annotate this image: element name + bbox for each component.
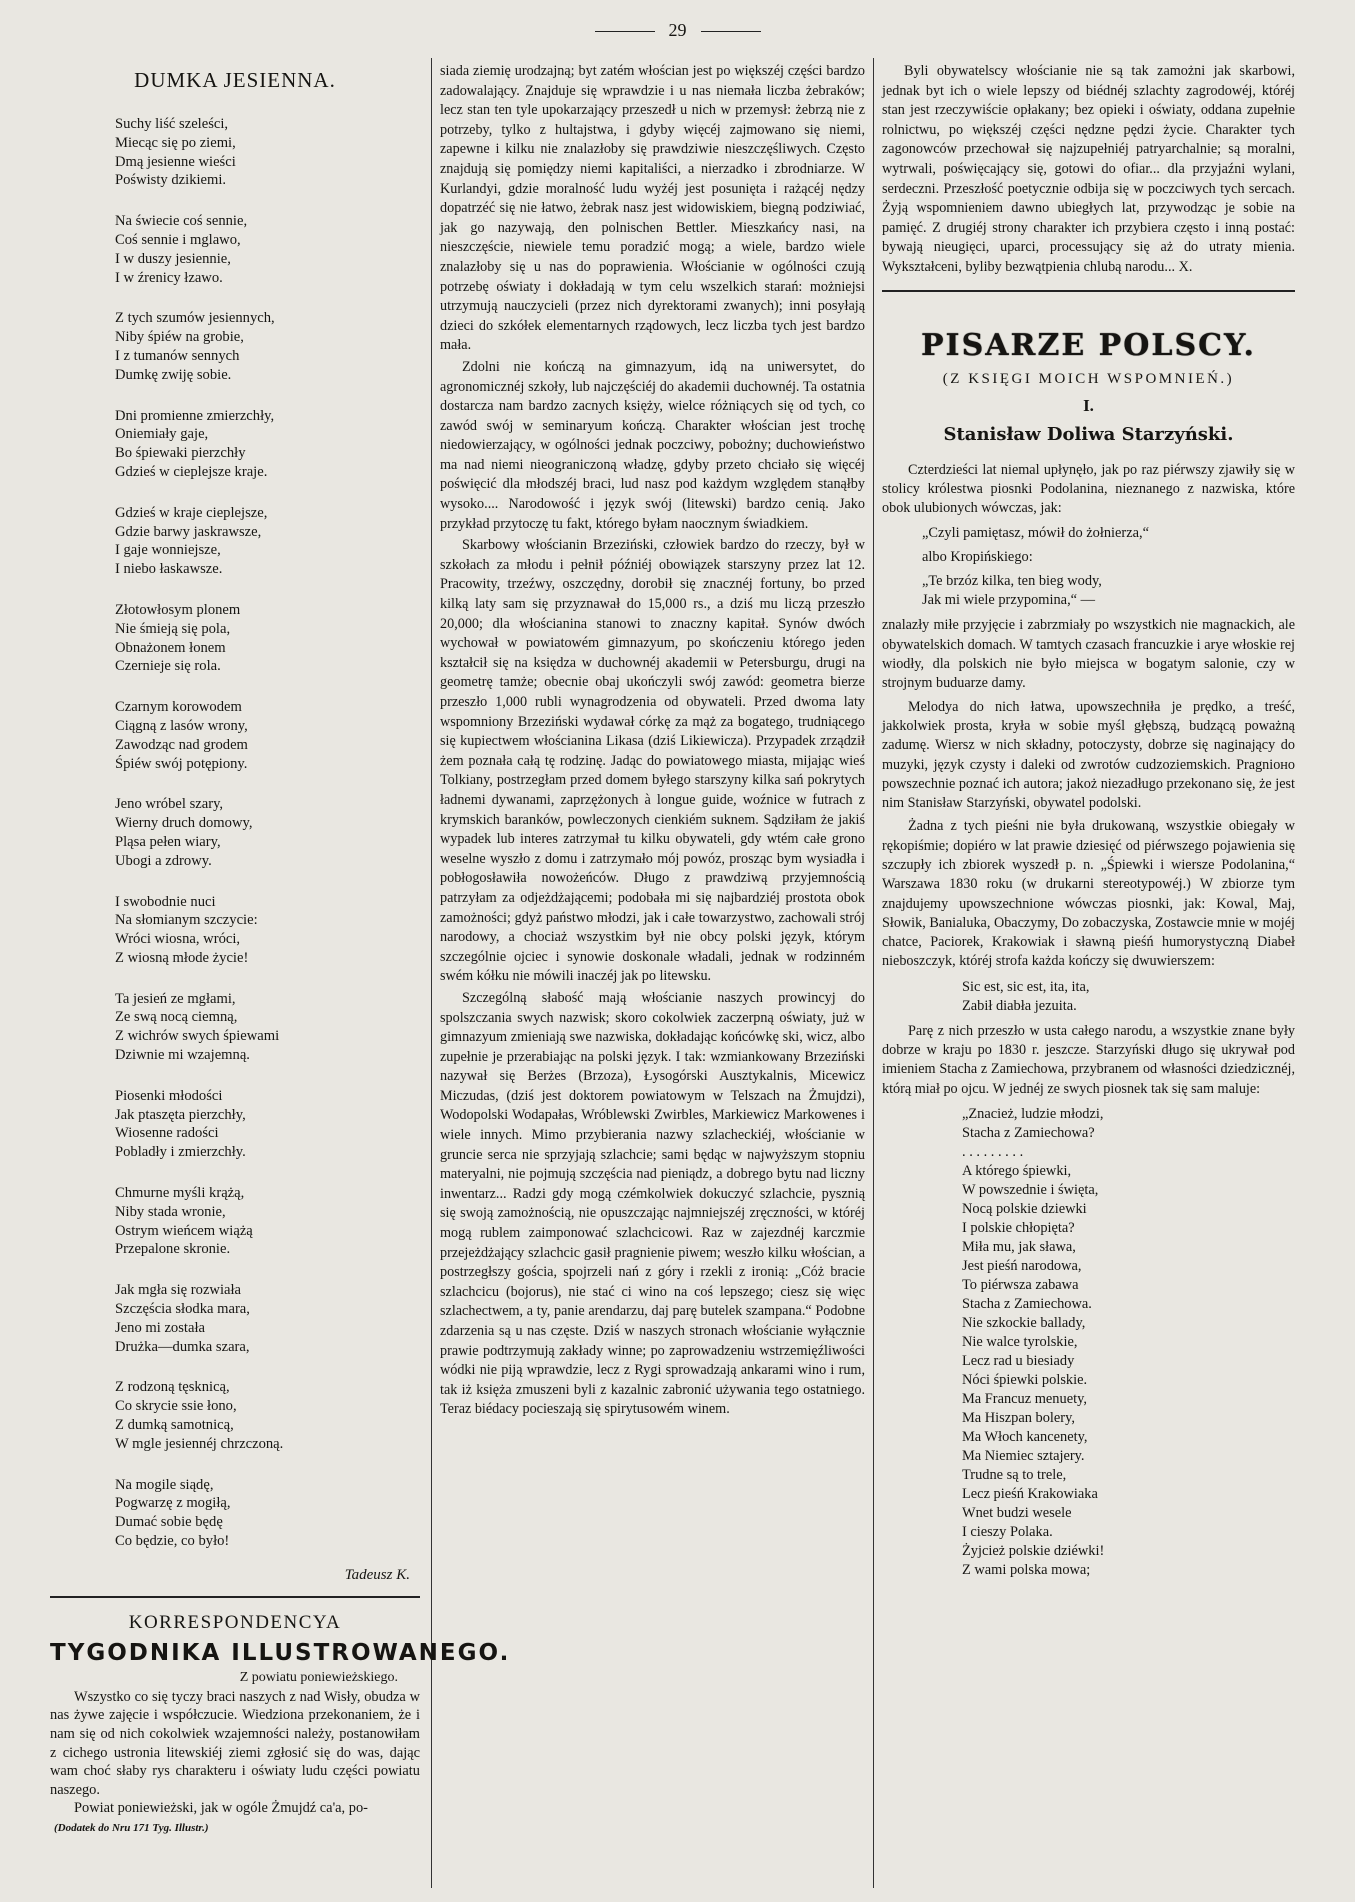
section-numeral: I. xyxy=(1083,395,1094,415)
feature-title: PISARZE POLSCY. xyxy=(921,327,1256,363)
poem-line: Gdzie barwy jaskrawsze, xyxy=(115,523,262,540)
dateline: Z powiatu poniewieżskiego. xyxy=(239,1669,398,1685)
song-line: Jest pieśń narodowa, xyxy=(962,1257,1082,1274)
quotation-label: albo Kropińskiego: xyxy=(922,549,1033,566)
column-2 xyxy=(440,62,865,1422)
song-line: Ma Francuz menuety, xyxy=(962,1390,1087,1407)
poem-stanza xyxy=(115,698,420,773)
poem-line: Z wiosną młode życie! xyxy=(115,949,249,966)
song-line: Ma Hiszpan bolery, xyxy=(962,1409,1075,1426)
poem-line: Jak mgła się rozwiała xyxy=(115,1282,242,1299)
song-line: Z wami polska mowa; xyxy=(962,1561,1091,1578)
poem-stanza xyxy=(115,601,420,676)
poem-line: Wierny druch domowy, xyxy=(115,815,253,832)
article-paragraph: Czterdzieści lat niemal upłynęło, jak po raz piérwszy zjawiły się w stolicy królestwa piosnki Podolanina, nieznanego z nazwiska, które obok ulubionych wówczas, jak: xyxy=(882,461,1295,517)
poem-line: Z rodzoną tęsknicą, xyxy=(115,1379,230,1396)
song-line: A którego śpiewki, xyxy=(962,1162,1072,1179)
poem-line: Z dumką samotnicą, xyxy=(115,1417,234,1434)
song-line: I polskie chłopięta? xyxy=(962,1219,1075,1236)
poem-signature: Tadeusz K. xyxy=(344,1566,410,1583)
song-line: Wnet budzi wesele xyxy=(962,1504,1072,1521)
song-line: Ma Niemiec sztajery. xyxy=(962,1447,1085,1464)
poem-line: Nie śmieją się pola, xyxy=(115,620,231,637)
poem-line: Bo śpiewaki pierzchły xyxy=(115,445,246,462)
song-line: Lecz pieśń Krakowiaka xyxy=(962,1485,1098,1502)
poem-stanza xyxy=(115,407,420,482)
poem-line: Poświsty dzikiemi. xyxy=(115,172,227,189)
poem-stanzas xyxy=(50,115,420,1551)
poem-line: Na mogile siądę, xyxy=(115,1476,214,1493)
poem-line: Piosenki młodości xyxy=(115,1087,223,1104)
poem-line: Drużka—dumka szara, xyxy=(115,1338,250,1355)
correspondence-paragraph: Powiat poniewieżski, jak w ogóle Żmujdź ca'a, po- xyxy=(74,1800,368,1817)
poem-stanza xyxy=(115,795,420,870)
poem-line: Obnażonem łonem xyxy=(115,639,226,656)
supplement-footnote: (Dodatek do Nru 171 Tyg. Illustr.) xyxy=(54,1821,209,1834)
poem-line: Ostrym wieńcem wiążą xyxy=(115,1222,253,1239)
poem-stanza xyxy=(115,1087,420,1162)
poem-line: Złotowłosym plonem xyxy=(115,601,241,618)
poem-line: Coś sennie i mglawo, xyxy=(115,231,241,248)
poem-line: Miecąc się po ziemi, xyxy=(115,134,236,151)
poem-line: Jeno wróbel szary, xyxy=(115,796,224,813)
column-divider-2 xyxy=(873,58,874,1888)
song-line: Nocą polskie dziewki xyxy=(962,1200,1087,1217)
section-title: KORRESPONDENCYA xyxy=(128,1611,342,1633)
quotation-line: „Te brzóz kilka, ten bieg wody, xyxy=(922,573,1102,590)
poem-line: Ciągną z lasów wrony, xyxy=(115,717,248,734)
page-number: 29 xyxy=(0,20,1355,41)
poem-line: Dumkę zwiję sobie. xyxy=(115,366,232,383)
author-name: Stanisław Doliwa Starzyński. xyxy=(943,423,1234,445)
poem-line: W mgle jesiennéj chrzczoną. xyxy=(115,1435,284,1452)
poem-line: Pląsa pełen wiary, xyxy=(115,833,221,850)
song-verse xyxy=(962,1105,1295,1580)
article-paragraph: znalazły miłe przyjęcie i zabrzmiały po wszystkich nie magnackich, ale obywatelskich domach. W tamtych czasach francuzkie i arye włoskie rej wiodły, dla polskich nie było miejsca w bogatym salonie, czy w strojnym buduarze damy. xyxy=(882,617,1295,692)
poem-line: Dziwnie mi wzajemną. xyxy=(115,1047,250,1064)
song-line: Stacha z Zamiechowa. xyxy=(962,1295,1092,1312)
song-line: Miła mu, jak sława, xyxy=(962,1238,1076,1255)
masthead: TYGODNIKA ILLUSTROWANEGO. xyxy=(50,1639,511,1666)
poem-line: Czernieje się rola. xyxy=(115,658,221,675)
poem-line: Gdzieś w cieplejsze kraje. xyxy=(115,463,268,480)
poem-line: I w duszy jesiennie, xyxy=(115,250,231,267)
article-paragraph: Byli obywatelscy włościanie nie są tak zamożni jak skarbowi, jednak byt ich o wiele lepszy od biédnéj szlachty zagrodowéj, któréj stan jest rzeczywiście opłakany; bez opieki i oświaty, oddana zupełnie rolnictwu, po większéj części nędzne pędzi życie. Charakter tych zagonowców przechował się najzupełniéj patryarchalnie; są moralni, wytrwali, poświęcający się, gotowi do ofiar... dla przyjaźni wylani, serdeczni. Przeszłość poetycznie odbija się w poczciwych tych sercach. Żyją wspomnieniem dawno ubiegłych lat, przywodząc je sobie na pamięć. Z drugiéj strony charakter ich przybiera często i inną postać: bywają nieugięci, uparci, processujący się aż do utraty mienia. Wykształceni, byliby bezwątpienia chlubą narodu... X. xyxy=(882,63,1295,275)
poem-stanza xyxy=(115,1184,420,1259)
quotation: „Czyli pamiętasz, mówił do żołnierza,“ xyxy=(922,525,1149,542)
article-paragraph: Parę z nich przeszło w usta całego narodu, a wszystkie znane były dobrze w kraju po 1830 r. jeszcze. Starzyński długo się ukrywał pod imieniem Stacha z Zamiechowa, przybranem od własności dziedzicznéj, którą miał po ojcu. W jednéj ze swych piosnek tak się sam maluje: xyxy=(882,1022,1295,1097)
poem-line: I w źrenicy łzawo. xyxy=(115,269,223,286)
poem-line: Zawodząc nad grodem xyxy=(115,736,248,753)
poem-line: Co będzie, co było! xyxy=(115,1533,230,1550)
poem-line: Wróci wiosna, wróci, xyxy=(115,931,241,948)
poem-line: Jak ptaszęta pierzchły, xyxy=(115,1106,246,1123)
article-paragraph: Szczególną słabość mają włościanie naszych prowincyj do spolszczania swych nazwisk; skoro cokolwiek zaczerpną oświaty, już w gimnazyum zmieniają swe nazwiska, dokładając końcówkę ski, wicz, albo zupełnie je przerabiając na polski język. I tak: wzmiankowany Brzeziński nazywał się Berżes (Brzoza), Łysogórski Ausztykalnis, Micewicz Miczudas, (dziś jest doktorem powiatowym w Telszach na Żmujdzi), Wodopolski Wodapałas, Wróblewski Zwirbles, Markiewicz Markowenes i wiele innych. Mimo przybierania nazwy szlacheckiéj, włościanie w gruncie serca nie sprzyjają szlachcie; sami będąc w najwyższym stopniu materyalni, nie pojmują szczęścia nad pieniądz, a dobrego bytu nad liczny inwentarz... Radzi gdy mogą czémkolwiek dokuczyć szlachcie, pysznią się swoją zamożnością, nie opuszczając najmniejszéj zręczności, w któréj mogą rublem zaimponować szlachcicowi. Raz w zajezdnéj karczmie przejeżdżający szlachcic gasił pragnienie piwem; weszło kilku włościan, a postrzegłszy gościa, spojrzeli nań z góry i rzekli z ironią: „Cóż bracie szlachcicu (bojorus), nie stać ci wino na coś lepszego; ciesz się więc szlachectwem, a ty, panie arendarzu, daj parę butelek szampana.“ Podobne zdarzenia są u nas częste. Dziś w naszych stronach włościanie wyłącznie prawie podtrzymują zakłady winne; po zaprowadzeniu wstrzemięźliwości wódki nie piją wprawdzie, lecz z Rygi sprowadzają ankarami wino i rum, tak iż księża zmuszeni byli z kazalnic zabronić używania tego ostatniego. Teraz biédacy pocieszają się spirytusowém winem. xyxy=(440,989,865,1418)
song-line: W powszednie i święta, xyxy=(962,1181,1099,1198)
poem-stanza xyxy=(115,309,420,384)
poem-line: Śpiéw swój potępiony. xyxy=(115,755,248,772)
poem-line: Przepalone skronie. xyxy=(115,1241,231,1258)
poem-line: Ze swą nocą ciemną, xyxy=(115,1009,238,1026)
poem-line: Pogwarzę z mogiłą, xyxy=(115,1495,231,1512)
song-line: Żyjcież polskie dziéwki! xyxy=(962,1542,1105,1559)
poem-line: Szczęścia słodka mara, xyxy=(115,1301,250,1318)
song-line: I cieszy Polaka. xyxy=(962,1523,1053,1540)
poem-line: Czarnym korowodem xyxy=(115,699,242,716)
poem-stanza xyxy=(115,115,420,190)
poem-line: Z tych szumów jesiennych, xyxy=(115,310,275,327)
poem-stanza xyxy=(115,893,420,968)
song-line: . . . . . . . . . xyxy=(962,1143,1024,1160)
poem-stanza xyxy=(115,1476,420,1551)
quotation xyxy=(962,978,1295,1016)
song-line: To piérwsza zabawa xyxy=(962,1276,1079,1293)
poem-line: Dni promienne zmierzchły, xyxy=(115,407,275,424)
poem-line: Oniemiały gaje, xyxy=(115,426,209,443)
section-divider xyxy=(50,1596,420,1598)
poem-line: I swobodnie nuci xyxy=(115,893,216,910)
song-line: Trudne są to trele, xyxy=(962,1466,1067,1483)
poem-line: Niby śpiéw na grobie, xyxy=(115,329,244,346)
poem-line: Dmą jesienne wieści xyxy=(115,153,236,170)
song-line: Lecz rad u biesiady xyxy=(962,1352,1075,1369)
song-line: Nóci śpiewki polskie. xyxy=(962,1371,1088,1388)
column-1 xyxy=(50,62,511,1834)
page-number-dash-right xyxy=(701,31,761,32)
quotation-line: Zabił diabła jezuita. xyxy=(962,997,1077,1014)
poem-line: Niby stada wronie, xyxy=(115,1203,226,1220)
song-line: Ma Włoch kancenety, xyxy=(962,1428,1088,1445)
poem-line: Ubogi a zdrowy. xyxy=(115,852,212,869)
article-paragraph: Skarbowy włościanin Brzeziński, człowiek bardzo do rzeczy, był w szkołach za młodu i pełnił późniéj obowiązek starszyny przez lat 12. Pracowity, trzeźwy, oszczędny, dorobił się znacznéj fortuny, bo przed kilką laty sam się przyznawał do 15,000 rs., a dziś mu liczą przeszło 20,000; dla włościanina stanowi to znaczny kapitał. Synów dwóch wychował w powiatowém gimnazyum, po skończeniu którego jeden kształcił się na księdza w duchownéj akademii w Petersburgu, drugi na geometrę tamże; obecnie obaj ukończyli swój zawód: geometra bierze przeszło 1,000 rubli wynagrodzenia od obywateli. Przed dwoma laty wspomniony Brzeziński wydawał córkę za mąż za bogatego, trudniącego się kupiectwem włościanina Likasa (dziś Likiewicza). Przypadek zrządził żem poznała całą tę rodzinę. Jadąc do powiatowego miasta, mijając wieś Tolkiany, postrzegłam przed domem byłego starszyny kilka sań pokrytych ładnemi dywanami, zaprzężonych à longue guide, woźnice w futrach z krymskich baranków, powleczonych cienkiém suknem. Sądziłam że jakiś wypadek lub interes zatrzymał tu kilku obywateli, gdy wtém całe grono weselne wyszło z domu i zatrzymało mój powóz, prosząc bym wysiadła i pobłogosławiła nowożeńców. Długo z prawdziwą przyjemnością patrzyłam za odjeżdżającemi; podobała mi się najbardziéj prostota obok zamożności; gdyż państwo młodzi, jak i całe towarzystwo, zachowali strój narodowy, a chociaż wszystkim był nie obcy polski język, którym szczególnie ojciec i synowie doskonale władali, jednak w rodzinném swém kółku nie mówili inaczéj jak po litewsku. xyxy=(440,537,865,985)
poem-stanza xyxy=(115,504,420,579)
poem-line: Z wichrów swych śpiewami xyxy=(115,1028,280,1045)
poem-title: DUMKA JESIENNA. xyxy=(134,68,336,92)
feature-subtitle: (Z KSIĘGI MOICH WSPOMNIEŃ.) xyxy=(942,370,1235,387)
column-3 xyxy=(882,62,1295,1586)
poem-line: Co skrycie ssie łono, xyxy=(115,1398,237,1415)
poem-stanza xyxy=(115,1281,420,1356)
poem-line: Gdzieś w kraje cieplejsze, xyxy=(115,504,268,521)
poem-line: I z tumanów sennych xyxy=(115,347,240,364)
quotation-line: Jak mi wiele przypomina,“ — xyxy=(922,592,1096,609)
correspondence-paragraph: Wszystko co się tyczy braci naszych z nad Wisły, obudza w nas żywe zajęcie i współczucie. Wiedziona przekonaniem, że i nam się od nich cokolwiek wzajemności należy, postanowiłam z cichego ustronia litewskiéj ziemi zgłosić się do was, dając wam choć słaby rys charakteru i oświaty ludu części powiatu naszego. xyxy=(50,1688,420,1798)
poem-stanza xyxy=(115,212,420,287)
article-paragraph: Zdolni nie kończą na gimnazyum, idą na uniwersytet, do agronomicznéj szkoły, lub najczęściéj do akademii duchownéj. Ta ostatnia dostarcza nam bardzo zacnych księży, wielce różniących się od tych, co zawód swój w seminaryum kończą. Charakter włościan jest trochę niedowierzający, w ogólności jednak poczciwy, pobożny; duchowieństwo ma nad niemi nieograniczoną władzę, gdyby przeto chciało się więcéj poświęcić dla młodszéj braci, lud nasz pod każdym względem stanąłby wysoko.... Narodowość i język swój (litewski) bardzo cenią. Jako przykład przytoczę tu fakt, którego byłam naocznym świadkiem. xyxy=(440,358,865,532)
poem-line: Na świecie coś sennie, xyxy=(115,213,248,230)
quotation-line: Sic est, sic est, ita, ita, xyxy=(962,978,1090,995)
song-line: „Znacież, ludzie młodzi, xyxy=(962,1105,1104,1122)
poem-line: Na słomianym szczycie: xyxy=(115,912,258,929)
quotation xyxy=(922,572,1295,610)
song-line: Nie szkockie ballady, xyxy=(962,1314,1086,1331)
poem-stanza xyxy=(115,1378,420,1453)
poem-line: I niebo łaskawsze. xyxy=(115,561,223,578)
article-paragraph: Melodya do nich łatwa, upowszechniła je prędko, a treść, jakkolwiek prosta, kryła w sobie myśl głębszą, budzącą poważną zadumę. Wiersz w nich składny, potoczysty, dobrze się naginający do muzyki, język czysty i daleki od zwrotów cudzoziemskich. Pragnioно powszechnie poznać ich autora; jakoż niezadługo przekonano się, że jest nim Stanisław Starzyński, obywatel podolski. xyxy=(882,698,1295,812)
song-line: Nie walce tyrolskie, xyxy=(962,1333,1078,1350)
column-divider-1 xyxy=(431,58,432,1888)
article-paragraph: siada ziemię urodzajną; byt zatém włościan jest po większéj części bardzo zadowalający. Znajduje się wprawdzie i u nas niemała liczba żebraków; lecz stan ten tyle upokarzający przeszedł u nich w przemysł: żebrzą nie z potrzeby, tylko z hultajstwa, i gdyby więcéj zajmowano się niemi, zapewne i kilku nie znalazłoby się prawdziwie nieszczęśliwych. Często znajdują się pomiędzy niemi kapitaliści, a nierzadko i zbrodniarze. W Kurlandyi, gdzie moralność ludu wyżéj jest posunięta i rażącéj nędzy dopatrzéć się nie łatwo, żebrak nasz jest widowiskiem, biegną podziwiać, jak go nazywają, den polnischen Bettler. Mieszkańcy nasi, na nieszczęście, niewiele temu poradzić mogą; a wiele, bardzo wiele znalazłoby się u nas do poprawienia. Włościanie w ogólności czują potrzebę oświaty i dokładają w tym celu wszelkich starań: możniejsi utrzymują nauczycieli (przez nich dyrektorami zwanych); inni posyłają dzieci do szkółek elementarnych rządowych, lecz liczba tych jest bardzo mała. xyxy=(440,63,865,354)
section-divider xyxy=(882,290,1295,292)
page-number-dash-left xyxy=(595,31,655,32)
poem-line: Suchy liść szeleści, xyxy=(115,116,229,132)
poem-stanza xyxy=(115,990,420,1065)
poem-line: Pobladły i zmierzchły. xyxy=(115,1144,246,1161)
poem-line: Wiosenne radości xyxy=(115,1125,219,1142)
song-line: Stacha z Zamiechowa? xyxy=(962,1124,1095,1141)
poem-line: I gaje wonniejsze, xyxy=(115,542,221,559)
poem-line: Chmurne myśli krążą, xyxy=(115,1185,245,1202)
poem-line: Jeno mi została xyxy=(115,1319,205,1336)
poem-line: Dumać sobie będę xyxy=(115,1514,223,1531)
article-paragraph: Żadna z tych pieśni nie była drukowaną, wszystkie obiegały w rękopiśmie; dopiéro w lat prawie dziesięć od piérwszego pojawienia się szczupły ich zbiorek wyszedł p. n. „Śpiewki i wiersze Podolanina,“ Warszawa 1830 roku (w drukarni stereotypowéj.) W zbiorze tym znajdujemy upowszechnione wówczas piosnki, jak: Kowal, Maj, Słowik, Banialuka, Obaczymy, Do zobaczyska, Zostawcie mnie w mojéj chatce, Paciorek, Krakowiak i sławną pieśń humorystyczną Diabeł nieboszczyk, któréj strofa każda kończy się dwuwierszem: xyxy=(882,818,1295,970)
poem-line: Ta jesień ze mgłami, xyxy=(115,990,236,1007)
